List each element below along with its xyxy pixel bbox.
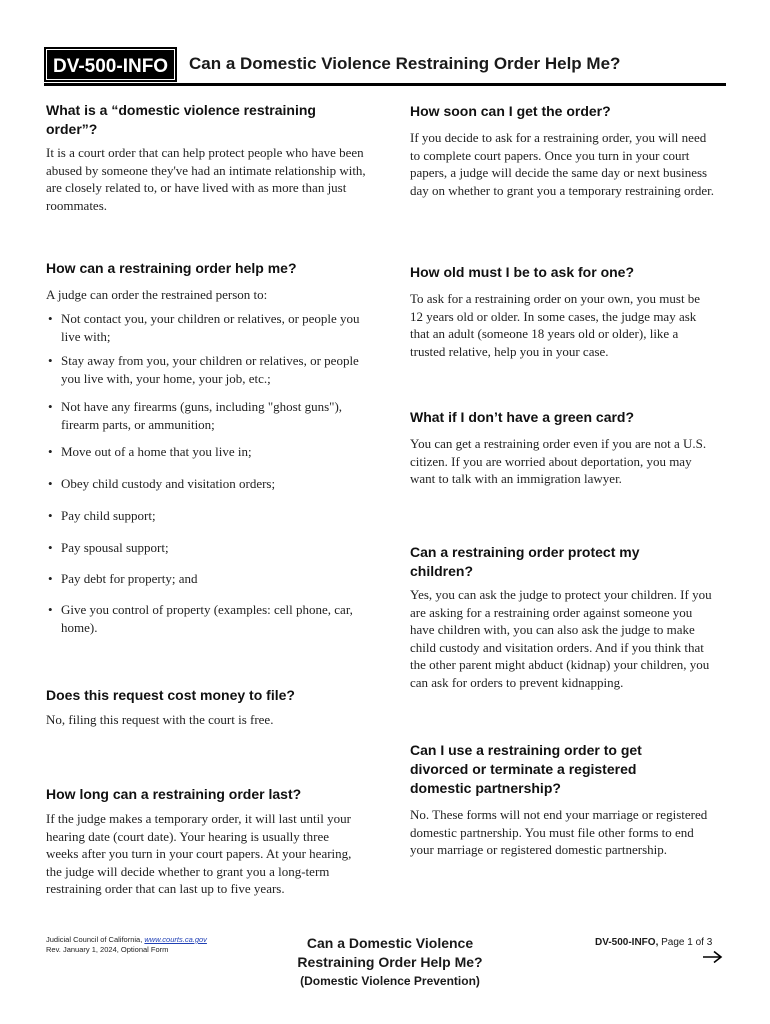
section-body: Yes, you can ask the judge to protect your children. If you are asking for a restraining order against someone you have children with, you can also ask the judge to make child custody and visitation orders. And if you think that the other parent might abduct (kidnap) your children, you can ask for orders to prevent kidnapping. [410,587,712,690]
section-children [410,543,720,691]
revision-text: Rev. January 1, 2024, Optional Form [46,945,169,954]
list-item: • Not contact you, your children or relatives, or people you live with; [48,311,360,344]
section-heading-cont: children? [410,563,474,579]
section-green-card [410,408,720,488]
list-item: • Obey child custody and visitation orders; [48,476,276,491]
page-title: Can a Domestic Violence Restraining Order Help Me? [189,54,621,73]
footer-form-id: DV-500-INFO, [595,937,659,948]
section-heading: How old must I be to ask for one? [410,264,635,280]
footer-title-line2: Restraining Order Help Me? [297,954,483,970]
section-body: You can get a restraining order even if you are not a U.S. citizen. If you are worried about deportation, you may want to talk with an immigration lawyer. [410,436,707,486]
section-how-long [46,785,366,898]
list-item: • Pay debt for property; and [48,571,198,586]
bullet-icon: • [48,399,53,414]
section-body: To ask for a restraining order on your own, you must be 12 years old or older. In some cases, the judge may ask that an adult (someone 18 years old or older), like a trusted relative, help you in your case. [410,291,701,359]
section-what-is [46,101,376,214]
footer-title-line1: Can a Domestic Violence [306,935,474,951]
bullet-icon: • [48,444,53,459]
page-number: Page 1 of 3 [661,937,713,948]
section-body: No. These forms will not end your marriage or registered domestic partnership. You must file other forms to end your marriage or registered domestic partnership. [410,807,708,857]
bullet-icon: • [48,311,53,326]
section-cost [46,686,376,729]
section-heading: What is a “domestic violence restraining [46,102,316,118]
page-header [44,47,726,87]
section-body: No, filing this request with the court is free. [46,712,274,727]
footer-page-info [595,937,712,948]
list-item: • Pay spousal support; [48,540,169,555]
bullet-icon: • [48,540,53,555]
section-intro: A judge can order the restrained person to: [46,287,268,302]
list-item: • Pay child support; [48,508,156,523]
bullet-icon: • [48,602,53,617]
section-heading-cont: divorced or terminate a registered [410,761,637,777]
section-heading: How soon can I get the order? [410,103,611,119]
section-body: If you decide to ask for a restraining order, you will need to complete court papers. Once you turn in your court papers, a judge will decide the same day or next business day on whether to grant you a temporary restraining order. [410,130,714,198]
section-heading: How long can a restraining order last? [46,786,302,802]
footer-subtitle: (Domestic Violence Prevention) [300,974,480,988]
right-arrow-icon[interactable] [702,950,724,964]
section-how-help [46,259,376,304]
section-how-old [410,263,720,360]
section-heading: How can a restraining order help me? [46,260,297,276]
section-body: If the judge makes a temporary order, it will last until your hearing date (court date). Your hearing is usually three weeks after you turn in your court papers. At your hearing, the judge will decide whether to grant you a long-term restraining order that can last up to five years. [46,811,352,896]
section-heading: Can I use a restraining order to get [410,742,642,758]
section-heading-cont: domestic partnership? [410,780,561,796]
section-heading: Can a restraining order protect my [410,544,640,560]
section-divorce [410,741,720,859]
footer-title [270,934,510,990]
list-item: • Give you control of property (examples: cell phone, car, home). [48,602,353,635]
list-item: • Stay away from you, your children or relatives, or people you live with, your home, your job, etc.; [48,353,359,386]
bullet-icon: • [48,508,53,523]
council-text: Judicial Council of California, [46,935,143,944]
list-item: • Not have any firearms (guns, including "ghost guns"), firearm parts, or ammunition; [48,399,343,432]
bullet-icon: • [48,571,53,586]
section-heading-cont: order”? [46,121,98,137]
section-heading: Does this request cost money to file? [46,687,295,703]
bullet-icon: • [48,476,53,491]
section-how-soon [410,102,720,199]
section-body: It is a court order that can help protect people who have been abused by someone they've had an intimate relationship with, are closely related to, or have lived with as more than just roommates. [46,145,366,213]
bullet-icon: • [48,353,53,368]
courts-website-link[interactable]: www.courts.ca.gov [144,935,207,944]
list-item: • Move out of a home that you live in; [48,444,252,459]
section-heading: What if I don’t have a green card? [410,409,635,425]
form-id-badge: DV-500-INFO [44,47,177,82]
header-divider [44,83,726,86]
footer-attribution [46,935,207,955]
